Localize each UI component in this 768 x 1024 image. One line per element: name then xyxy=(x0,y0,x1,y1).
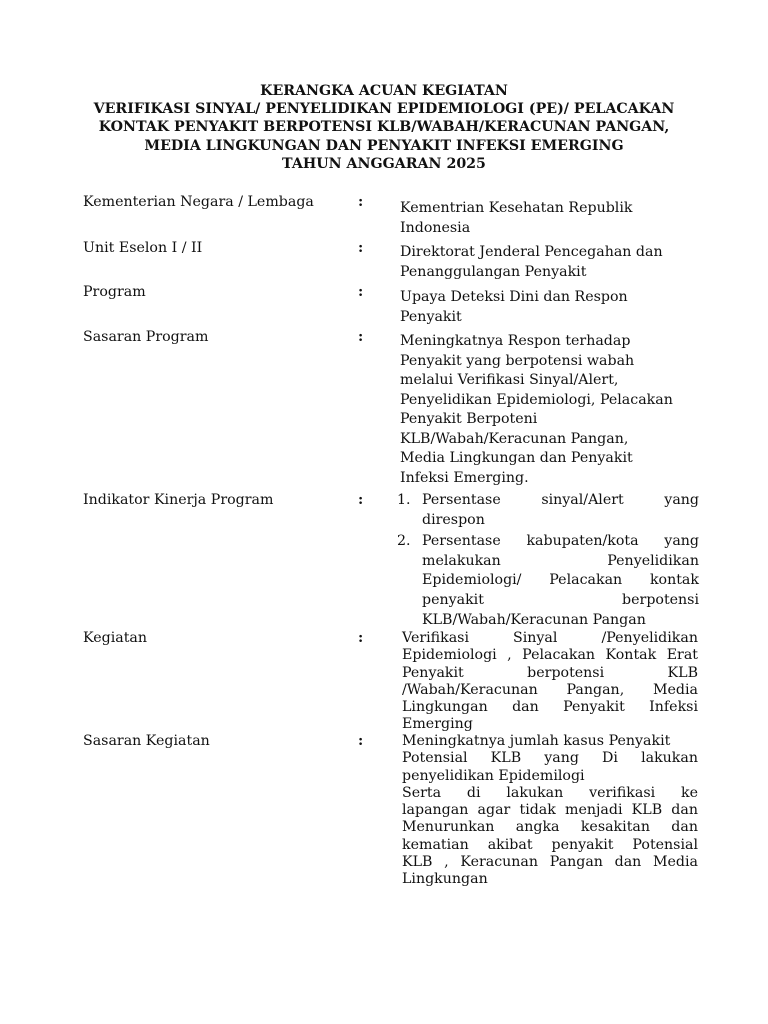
row-label: Unit Eselon I / II xyxy=(83,240,203,256)
value-line: Meningkatnya jumlah kasus Penyakit xyxy=(402,733,671,749)
indicator-line: melakukan Penyelidikan xyxy=(422,552,699,569)
value-line: Penyakit yang berpotensi wabah xyxy=(400,352,635,369)
indicator-number: 2. xyxy=(397,533,411,550)
indicator-list xyxy=(397,491,699,632)
value-line: Indonesia xyxy=(400,219,471,236)
value-line: lapangan agar tidak menjadi KLB dan xyxy=(402,802,698,819)
value-line: kematian akibat penyakit Potensial xyxy=(402,836,698,853)
value-line: /Wabah/Keracunan Pangan, Media xyxy=(402,681,698,698)
row-label: Kementerian Negara / Lembaga xyxy=(83,194,314,210)
value-line: Media Lingkungan dan Penyakit xyxy=(400,450,633,466)
value-line: Serta di lakukan verifikasi ke xyxy=(402,784,698,801)
title-line: TAHUN ANGGARAN 2025 xyxy=(282,155,486,172)
value-line: Penyakit Berpoteni xyxy=(400,411,538,427)
row-label: Indikator Kinerja Program xyxy=(83,492,274,508)
row-colon: : xyxy=(358,733,364,749)
row-label: Sasaran Kegiatan xyxy=(83,733,210,749)
indicator-item xyxy=(397,532,699,630)
title-line: MEDIA LINGKUNGAN DAN PENYAKIT INFEKSI EMERGING xyxy=(144,137,624,154)
value-line: Kementrian Kesehatan Republik xyxy=(400,200,633,216)
value-line: Infeksi Emerging. xyxy=(400,469,529,486)
row-value xyxy=(400,288,700,327)
value-line: Meningkatnya Respon terhadap xyxy=(400,333,631,349)
indicator-line: penyakit berpotensi xyxy=(422,591,699,608)
value-line: Penyelidikan Epidemiologi, Pelacakan xyxy=(400,391,673,408)
value-line: Verifikasi Sinyal /Penyelidikan xyxy=(402,630,698,646)
row-colon: : xyxy=(358,284,364,300)
row-value xyxy=(402,733,698,889)
row-colon: : xyxy=(358,194,364,210)
indicator-number: 1. xyxy=(397,492,411,508)
row-label: Kegiatan xyxy=(83,630,147,646)
indicator-line: Persentase kabupaten/kota yang xyxy=(422,533,699,550)
indicator-line: Epidemiologi/ Pelacakan kontak xyxy=(422,572,699,589)
document-title xyxy=(0,82,768,173)
indicator-item xyxy=(397,491,699,530)
row-value xyxy=(400,332,700,488)
title-line: KERANGKA ACUAN KEGIATAN xyxy=(260,83,508,99)
title-line: VERIFIKASI SINYAL/ PENYELIDIKAN EPIDEMIOLOGI (PE)/ PELACAKAN xyxy=(93,101,675,118)
value-line: Penanggulangan Penyakit xyxy=(400,263,587,280)
value-line: Lingkungan xyxy=(402,871,488,888)
value-line: melalui Verifikasi Sinyal/Alert, xyxy=(400,372,619,388)
value-line: KLB/Wabah/Keracunan Pangan, xyxy=(400,430,629,447)
value-line: penyelidikan Epidemilogi xyxy=(402,767,585,784)
indicator-line: Persentase sinyal/Alert yang xyxy=(422,492,699,508)
value-line: Menurunkan angka kesakitan dan xyxy=(402,819,698,836)
row-value xyxy=(400,243,700,282)
value-line: Penyakit berpotensi KLB xyxy=(402,664,698,681)
indicator-line: KLB/Wabah/Keracunan Pangan xyxy=(422,611,646,628)
title-line: KONTAK PENYAKIT BERPOTENSI KLB/WABAH/KERACUNAN PANGAN, xyxy=(98,119,670,136)
value-line: Lingkungan dan Penyakit Infeksi xyxy=(402,699,698,716)
row-colon: : xyxy=(358,630,364,646)
row-value xyxy=(400,199,700,238)
value-line: Potensial KLB yang Di lakukan xyxy=(402,750,698,767)
row-label: Sasaran Program xyxy=(83,329,209,345)
value-line: Epidemiologi , Pelacakan Kontak Erat xyxy=(402,647,698,664)
row-colon: : xyxy=(358,492,364,508)
value-line: Emerging xyxy=(402,716,473,733)
indicator-line: direspon xyxy=(422,511,485,528)
value-line: Penyakit xyxy=(400,308,462,325)
value-line: Direktorat Jenderal Pencegahan dan xyxy=(400,244,663,260)
row-colon: : xyxy=(358,329,364,345)
value-line: KLB , Keracunan Pangan dan Media xyxy=(402,854,698,871)
row-label: Program xyxy=(83,284,146,300)
row-value xyxy=(402,630,698,734)
value-line: Upaya Deteksi Dini dan Respon xyxy=(400,289,628,305)
row-colon: : xyxy=(358,240,364,256)
